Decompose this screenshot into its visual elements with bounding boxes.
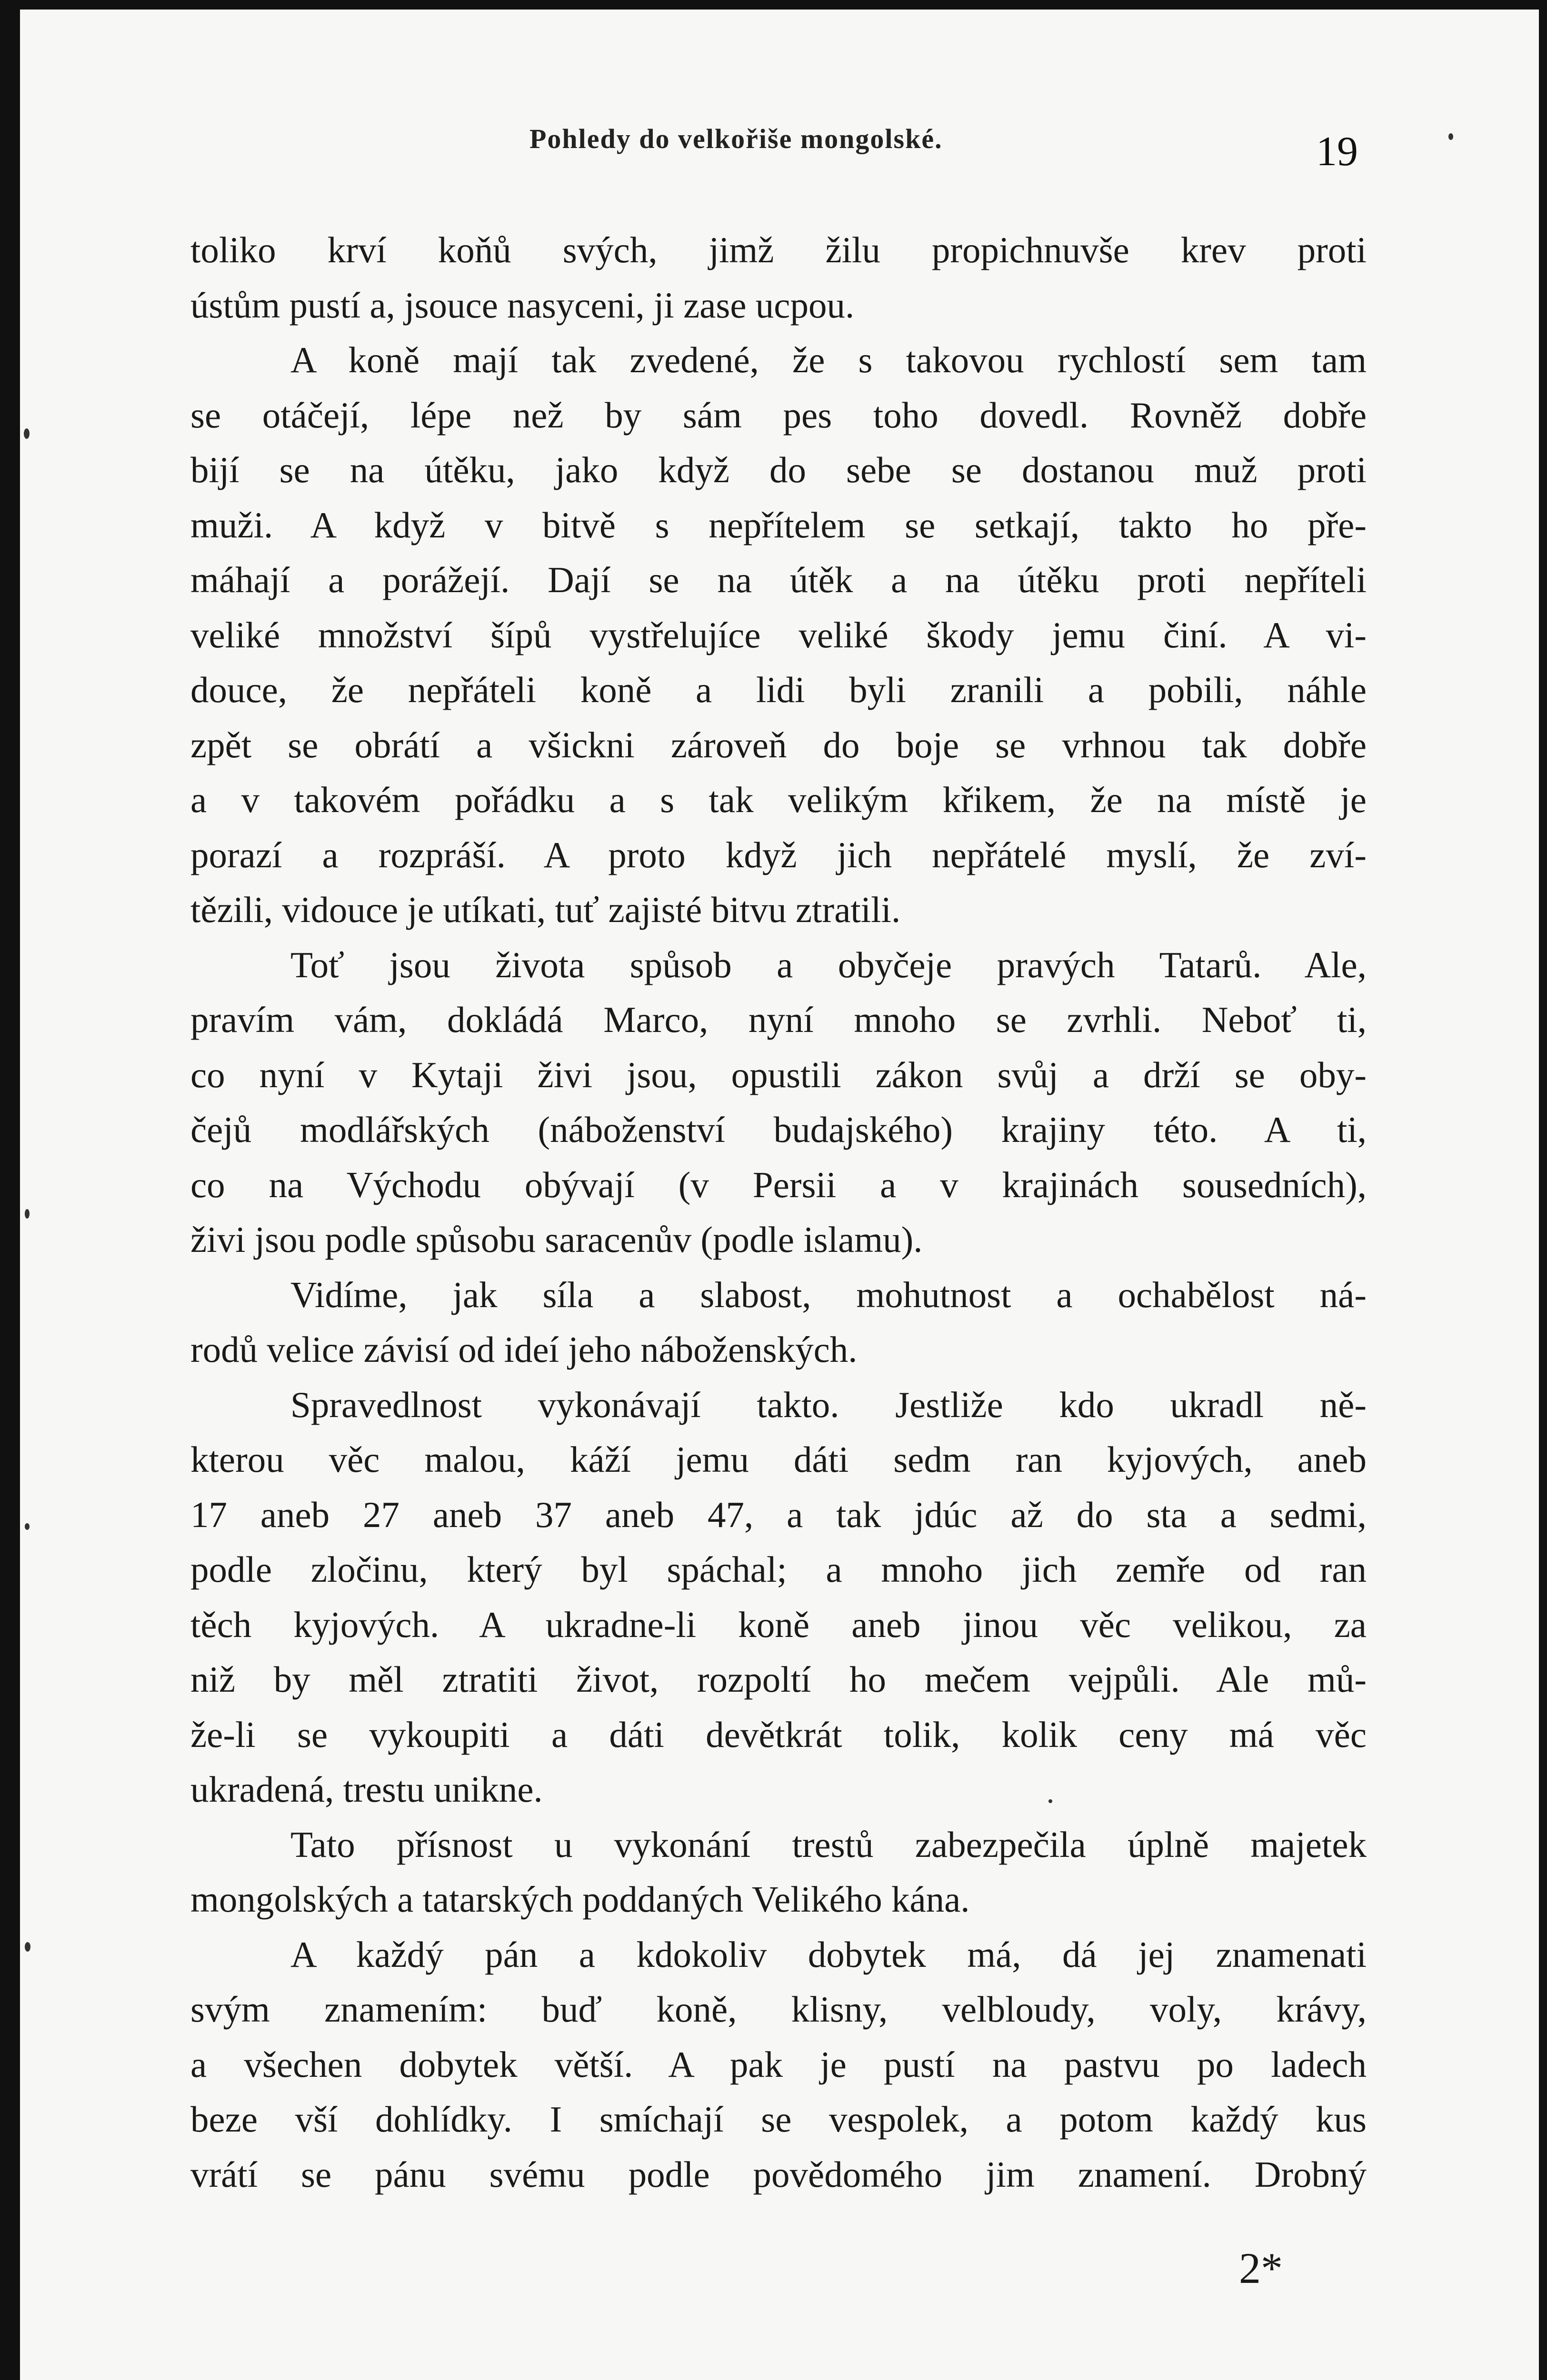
text-line: ústům pustí a, jsouce nasyceni, ji zase ucpou. <box>190 284 855 326</box>
text-line: 17 aneb 27 aneb 37 aneb 47, a tak jdúc až do sta a sedmi, <box>190 1494 1367 1535</box>
text-line: beze vší dohlídky. I smíchají se vespolek, a potom každý kus <box>190 2099 1367 2140</box>
text-line: pravím vám, dokládá Marco, nyní mnoho se zvrhli. Neboť ti, <box>190 999 1367 1040</box>
text-line: živi jsou podle spůsobu saracenův (podle islamu). <box>190 1219 923 1260</box>
text-line: co nyní v Kytaji živi jsou, opustili zákon svůj a drží se oby- <box>190 1054 1367 1095</box>
scan-border-top <box>0 0 1547 10</box>
scan-speck <box>1048 1799 1052 1803</box>
scan-speck <box>25 1942 30 1952</box>
text-line: Spravedlnost vykonávají takto. Jestliže kdo ukradl ně- <box>290 1384 1367 1425</box>
text-line: veliké množství šípů vystřelujíce veliké škody jemu činí. A vi- <box>190 614 1367 655</box>
text-line: bijí se na útěku, jako když do sebe se dostanou muž proti <box>190 449 1367 490</box>
scan-speck <box>24 428 30 439</box>
text-line: zpět se obrátí a všickni zároveň do boje se vrhnou tak dobře <box>190 724 1367 765</box>
text-line: a v takovém pořádku a s tak velikým křikem, že na místě je <box>190 779 1367 820</box>
text-line: Tato přísnost u vykonání trestů zabezpečila úplně majetek <box>290 1824 1367 1865</box>
text-line: se otáčejí, lépe než by sám pes toho dovedl. Rovněž dobře <box>190 394 1367 436</box>
text-line: těch kyjových. A ukradne-li koně aneb jinou věc velikou, za <box>190 1604 1367 1645</box>
text-line: porazí a rozpráší. A proto když jich nepřátelé myslí, že zví- <box>190 834 1367 875</box>
scan-speck <box>25 1209 30 1219</box>
text-line: A každý pán a kdokoliv dobytek má, dá jej znamenati <box>290 1934 1367 1975</box>
text-line: niž by měl ztratiti život, rozpoltí ho mečem vejpůli. Ale mů- <box>190 1659 1367 1700</box>
text-line: máhají a porážejí. Dají se na útěk a na útěku proti nepříteli <box>190 559 1367 600</box>
text-line: toliko krví koňů svých, jimž žilu propichnuvše krev proti <box>190 229 1367 270</box>
scan-speck <box>25 1523 30 1530</box>
scan-border-left <box>0 0 20 2380</box>
text-line: tězili, vidouce je utíkati, tuť zajisté bitvu ztratili. <box>190 889 901 930</box>
text-line: Toť jsou života spůsob a obyčeje pravých Tatarů. Ale, <box>290 944 1367 985</box>
text-line: co na Východu obývají (v Persii a v krajinách sousedních), <box>190 1164 1367 1205</box>
text-line: rodů velice závisí od ideí jeho náboženských. <box>190 1329 858 1370</box>
signature-mark: 2* <box>1239 2244 1283 2292</box>
text-line: čejů modlářských (náboženství budajského) krajiny této. A ti, <box>190 1109 1367 1150</box>
text-line: kterou věc malou, káží jemu dáti sedm ran kyjových, aneb <box>190 1439 1367 1480</box>
text-line: svým znamením: buď koně, klisny, velbloudy, voly, krávy, <box>190 1989 1367 2030</box>
text-line: ukradená, trestu unikne. <box>190 1769 543 1810</box>
text-line: podle zločinu, který byl spáchal; a mnoho jich zemře od ran <box>190 1549 1367 1590</box>
text-line: A koně mají tak zvedené, že s takovou rychlostí sem tam <box>290 339 1367 380</box>
text-line: a všechen dobytek větší. A pak je pustí na pastvu po ladech <box>190 2043 1367 2085</box>
body-text <box>190 223 1367 2202</box>
text-line: že-li se vykoupiti a dáti devětkrát tolik, kolik ceny má věc <box>190 1714 1367 1755</box>
scan-speck <box>1448 133 1453 140</box>
running-head: Pohledy do velkořiše mongolské. <box>529 123 943 154</box>
text-line: vrátí se pánu svému podle povědomého jim znamení. Drobný <box>190 2153 1367 2195</box>
text-line: mongolských a tatarských poddaných Velikého kána. <box>190 1879 970 1920</box>
book-page <box>20 10 1539 2380</box>
text-line: douce, že nepřáteli koně a lidi byli zranili a pobili, náhle <box>190 669 1367 710</box>
text-line: Vidíme, jak síla a slabost, mohutnost a ochabělost ná- <box>290 1274 1367 1315</box>
scan-border-right <box>1539 0 1547 2380</box>
text-line: muži. A když v bitvě s nepřítelem se setkají, takto ho pře- <box>190 504 1367 545</box>
page-number: 19 <box>1316 129 1358 175</box>
